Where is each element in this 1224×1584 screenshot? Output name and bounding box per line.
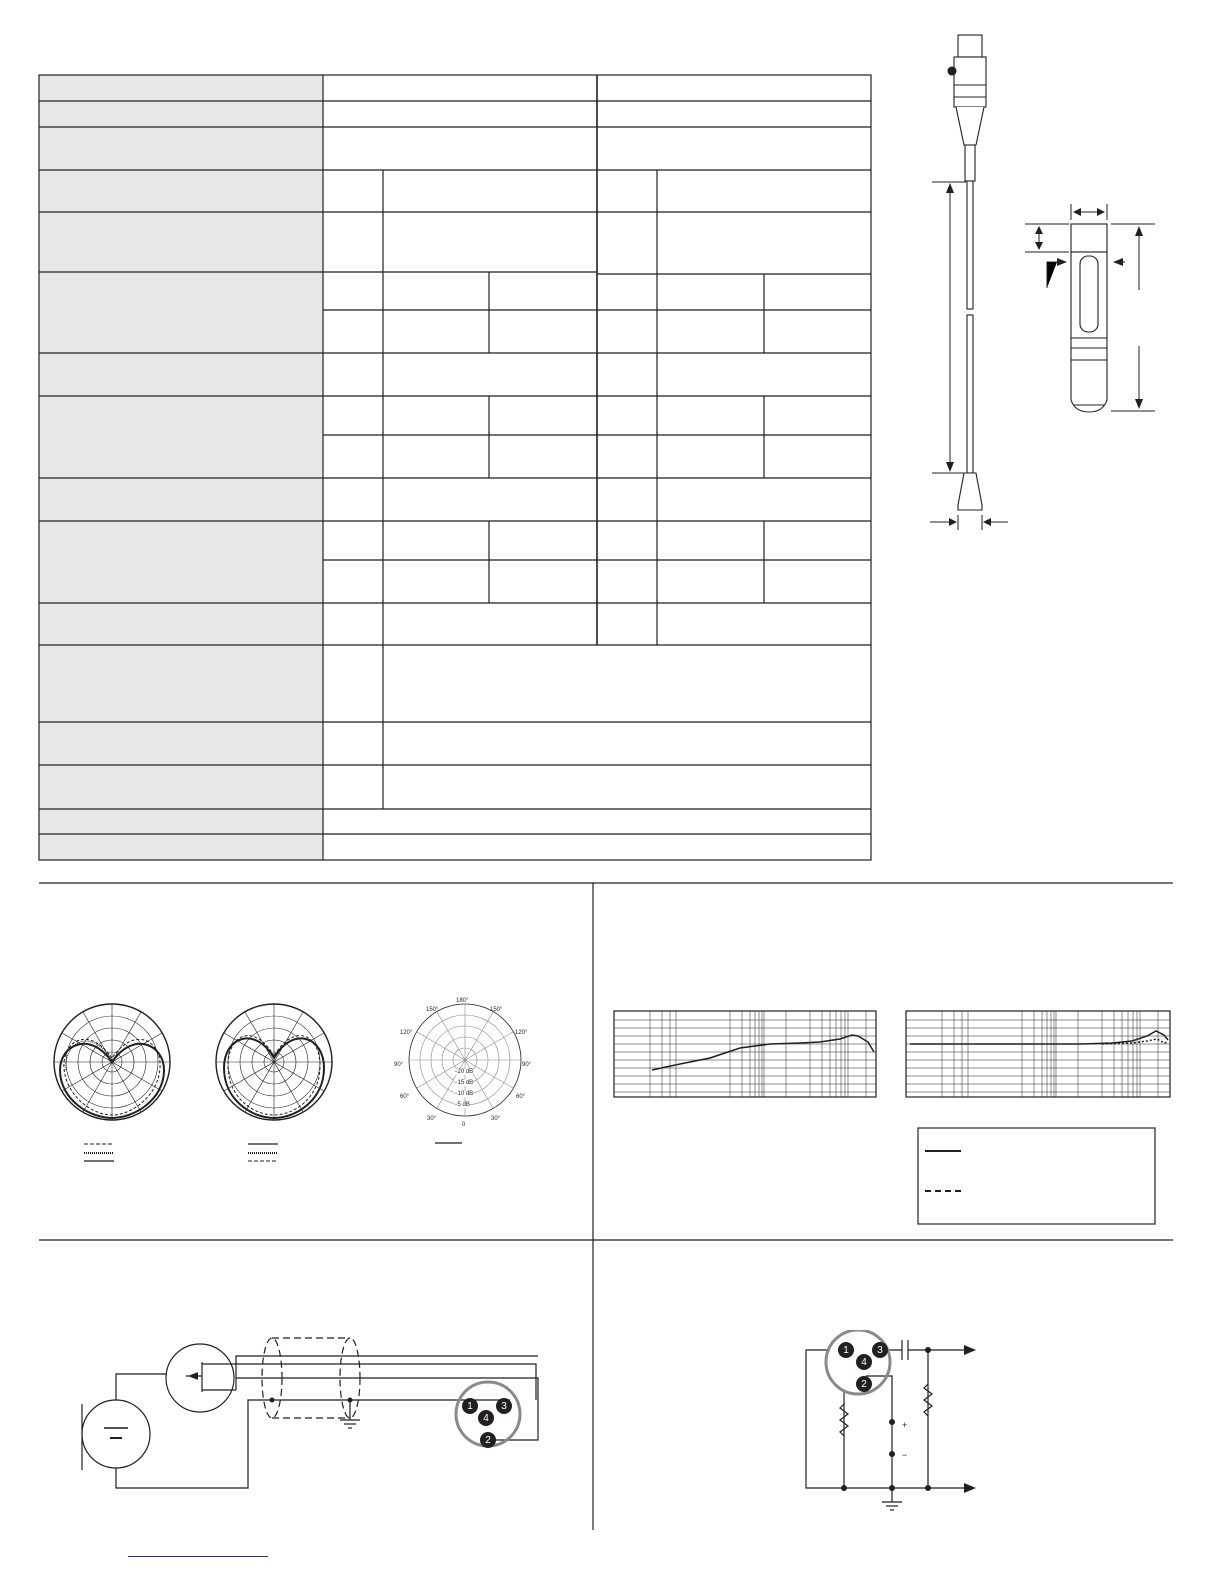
svg-text:2: 2: [861, 1379, 867, 1390]
footer-link-underline[interactable]: [128, 1556, 268, 1557]
xlr-connector-icon: [456, 1382, 520, 1448]
svg-text:−: −: [902, 1450, 908, 1460]
angle-label-30-right: 30°: [491, 1116, 501, 1122]
db-ring-15: −15 dB: [454, 1080, 474, 1086]
battery-symbol: [82, 1400, 150, 1468]
xlr-connector-icon: [826, 1330, 890, 1394]
db-ring-10: −10 dB: [454, 1091, 474, 1097]
svg-text:4: 4: [483, 1413, 489, 1424]
db-ring-5: −5 dB: [454, 1102, 470, 1108]
table-label-column: [39, 75, 323, 860]
polar-pattern-template: [390, 998, 540, 1158]
bias-circuit-diagram: [790, 1330, 990, 1520]
angle-label-60-right: 60°: [516, 1094, 526, 1100]
polar-pattern-cardioid: [50, 1000, 175, 1170]
svg-text:2: 2: [485, 1435, 491, 1446]
frequency-response-chart-2: [902, 1008, 1174, 1100]
angle-label-180: 180°: [456, 998, 469, 1004]
angle-label-90-left: 90°: [394, 1062, 404, 1068]
frequency-response-chart-1: [610, 1008, 880, 1100]
polar-pattern-supercardioid: [212, 1000, 337, 1170]
angle-label-150-left: 150°: [426, 1007, 439, 1013]
microphone-head-drawing: [1025, 200, 1175, 420]
angle-label-30-left: 30°: [427, 1116, 437, 1122]
wiring-diagram: [60, 1320, 580, 1500]
angle-label-150-right: 150°: [490, 1007, 503, 1013]
angle-label-120-right: 120°: [515, 1030, 528, 1036]
frequency-response-legend: [917, 1127, 1157, 1227]
microphone-dimension-drawing: [920, 25, 1020, 535]
angle-label-90-right: 90°: [522, 1062, 532, 1068]
svg-text:1: 1: [467, 1401, 473, 1412]
angle-label-0: 0: [462, 1122, 466, 1128]
svg-text:3: 3: [877, 1345, 883, 1356]
svg-text:1: 1: [843, 1345, 849, 1356]
angle-label-120-left: 120°: [400, 1030, 413, 1036]
db-ring-20: −20 dB: [454, 1069, 474, 1075]
svg-text:3: 3: [501, 1401, 507, 1412]
svg-text:+: +: [902, 1420, 908, 1430]
angle-label-60-left: 60°: [400, 1094, 410, 1100]
svg-text:4: 4: [861, 1357, 867, 1368]
polar-grid: [390, 998, 540, 1158]
